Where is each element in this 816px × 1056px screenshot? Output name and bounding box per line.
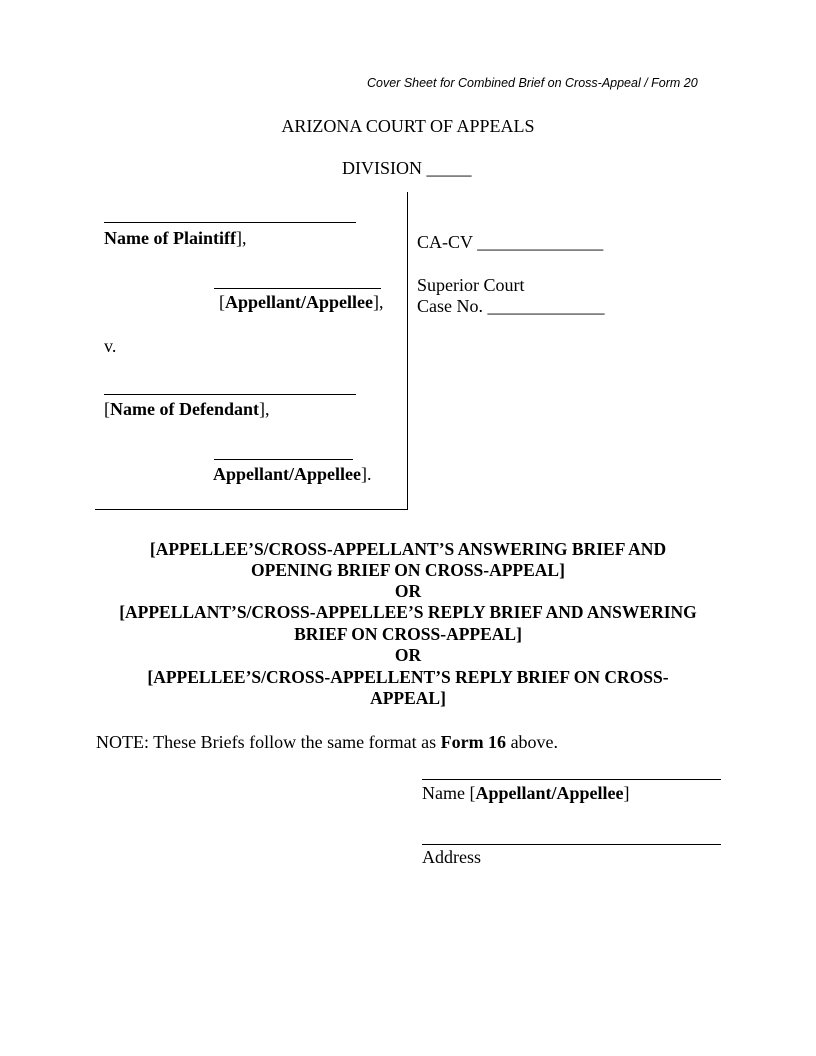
division-line xyxy=(342,158,472,179)
case-no-label: Case No. xyxy=(417,296,483,316)
division-blank: _____ xyxy=(426,158,472,178)
cacv-blank: ______________ xyxy=(477,232,604,252)
plaintiff-name-field xyxy=(104,228,246,249)
caption-vertical-rule xyxy=(407,192,408,510)
brief-title-or-1: OR xyxy=(394,581,422,601)
brief-title-line-2: OPENING BRIEF ON CROSS-APPEAL] xyxy=(251,560,565,580)
signature-name-close: ] xyxy=(623,783,630,803)
defendant-label: Name of Defendant xyxy=(110,399,259,419)
note-suffix: above. xyxy=(506,732,559,752)
brief-title-line-1: [APPELLEE’S/CROSS-APPELLANT’S ANSWERING BRIEF AND xyxy=(149,539,667,559)
name-signature-line xyxy=(422,779,721,780)
brief-title-line-6: APPEAL] xyxy=(370,688,446,708)
defendant-name-field xyxy=(104,399,269,420)
defendant-role-suffix: ]. xyxy=(361,464,372,484)
division-label: DIVISION xyxy=(342,158,422,178)
brief-title-line-4: BRIEF ON CROSS-APPEAL] xyxy=(294,624,522,644)
cacv-field xyxy=(417,232,603,253)
court-name: ARIZONA COURT OF APPEALS xyxy=(281,116,535,136)
signature-name-role: Appellant/Appellee xyxy=(475,783,624,803)
signature-name-field xyxy=(422,783,630,804)
plaintiff-role-open: [ xyxy=(219,292,225,312)
address-signature-line xyxy=(422,844,721,845)
defendant-role-label: Appellant/Appellee xyxy=(213,464,362,484)
versus: v. xyxy=(104,336,117,356)
plaintiff-label: Name of Plaintiff xyxy=(104,228,236,248)
note-form-ref: Form 16 xyxy=(440,732,507,752)
signature-name-label: Name [ xyxy=(422,783,476,803)
plaintiff-suffix: ], xyxy=(235,228,247,248)
defendant-suffix: ], xyxy=(258,399,270,419)
plaintiff-role-label: Appellant/Appellee xyxy=(225,292,374,312)
format-note xyxy=(96,732,558,753)
cacv-label: CA-CV xyxy=(417,232,473,252)
plaintiff-role-field xyxy=(219,292,384,313)
superior-court-label: Superior Court xyxy=(417,275,525,295)
plaintiff-role-suffix: ], xyxy=(373,292,384,312)
caption-bottom-rule xyxy=(95,509,408,510)
case-no-field xyxy=(417,296,605,317)
case-no-blank: _____________ xyxy=(487,296,605,316)
brief-title-or-2: OR xyxy=(394,645,422,665)
plaintiff-blank-line xyxy=(104,222,356,223)
form-header-note: Cover Sheet for Combined Brief on Cross-Appeal / Form 20 xyxy=(367,76,698,90)
defendant-role-blank-line xyxy=(214,459,353,460)
defendant-role-field xyxy=(213,464,372,485)
defendant-open: [ xyxy=(104,399,110,419)
brief-title-line-5: [APPELLEE’S/CROSS-APPELLENT’S REPLY BRIEF ON CROSS- xyxy=(147,667,669,687)
brief-title-line-3: [APPELLANT’S/CROSS-APPELLEE’S REPLY BRIEF AND ANSWERING xyxy=(119,602,697,622)
plaintiff-role-blank-line xyxy=(214,288,381,289)
defendant-blank-line xyxy=(104,394,356,395)
signature-address-label: Address xyxy=(422,847,481,867)
note-prefix: NOTE: These Briefs follow the same format as xyxy=(96,732,441,752)
